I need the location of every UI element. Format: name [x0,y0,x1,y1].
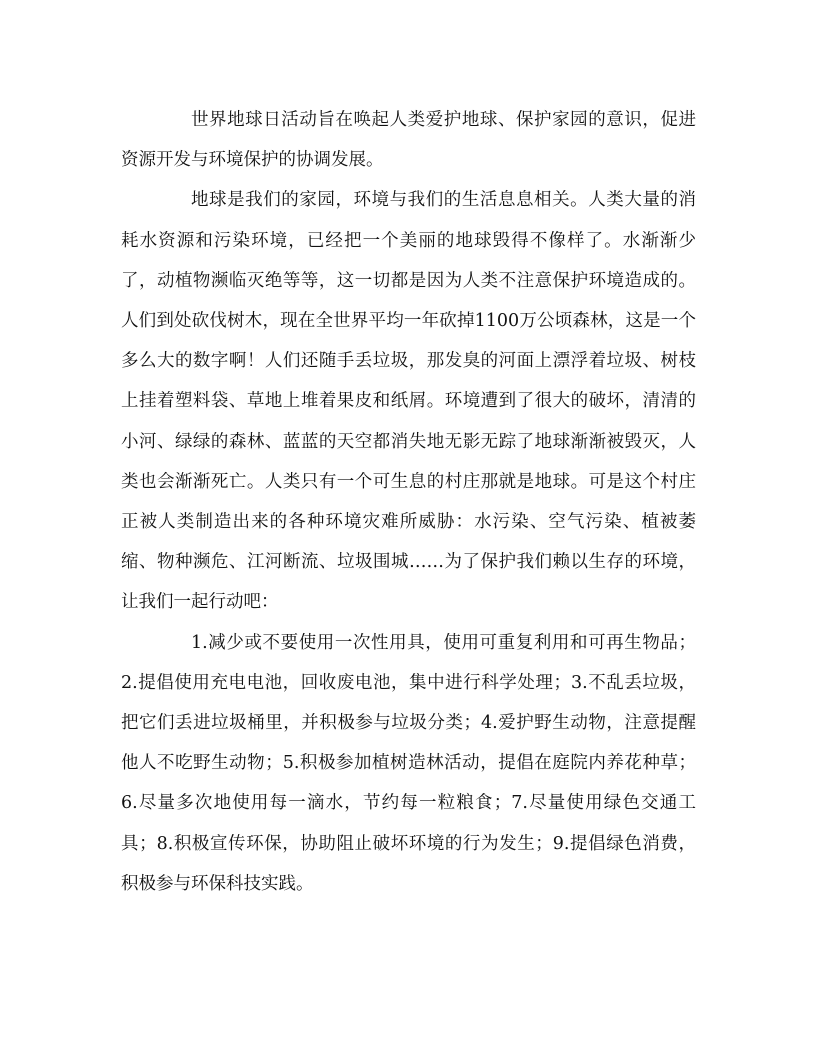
document-body [121,100,696,904]
paragraph-earth-home: 地球是我们的家园，环境与我们的生活息息相关。人类大量的消耗水资源和污染环境，已经把一个美丽的地球毁得不像样了。水渐渐少了，动植物濒临灭绝等等，这一切都是因为人类不注意保护环境造成的。人们到处砍伐树木，现在全世界平均一年砍掉1100万公顷森林，这是一个多么大的数字啊！人们还随手丢垃圾，那发臭的河面上漂浮着垃圾、树枝上挂着塑料袋、草地上堆着果皮和纸屑。环境遭到了很大的破坏，清清的小河、绿绿的森林、蓝蓝的天空都消失地无影无踪了地球渐渐被毁灭，人类也会渐渐死亡。人类只有一个可生息的村庄那就是地球。可是这个村庄正被人类制造出来的各种环境灾难所威胁：水污染、空气污染、植被萎缩、物种濒危、江河断流、垃圾围城……为了保护我们赖以生存的环境，让我们一起行动吧： [121,190,696,613]
paragraph-action-list: 1.减少或不要使用一次性用具，使用可重复利用和可再生物品；2.提倡使用充电电池，回收废电池，集中进行科学处理；3.不乱丢垃圾，把它们丢进垃圾桶里，并积极参与垃圾分类；4.爱护野生动物，注意提醒他人不吃野生动物；5.积极参加植树造林活动，提倡在庭院内养花种草；6.尽量多次地使用每一滴水，节约每一粒粮食；7.尽量使用绿色交通工具；8.积极宣传环保，协助阻止破坏环境的行为发生；9.提倡绿色消费，积极参与环保科技实践。 [121,632,696,894]
paragraph-intro: 世界地球日活动旨在唤起人类爱护地球、保护家园的意识，促进资源开发与环境保护的协调发展。 [121,110,696,171]
